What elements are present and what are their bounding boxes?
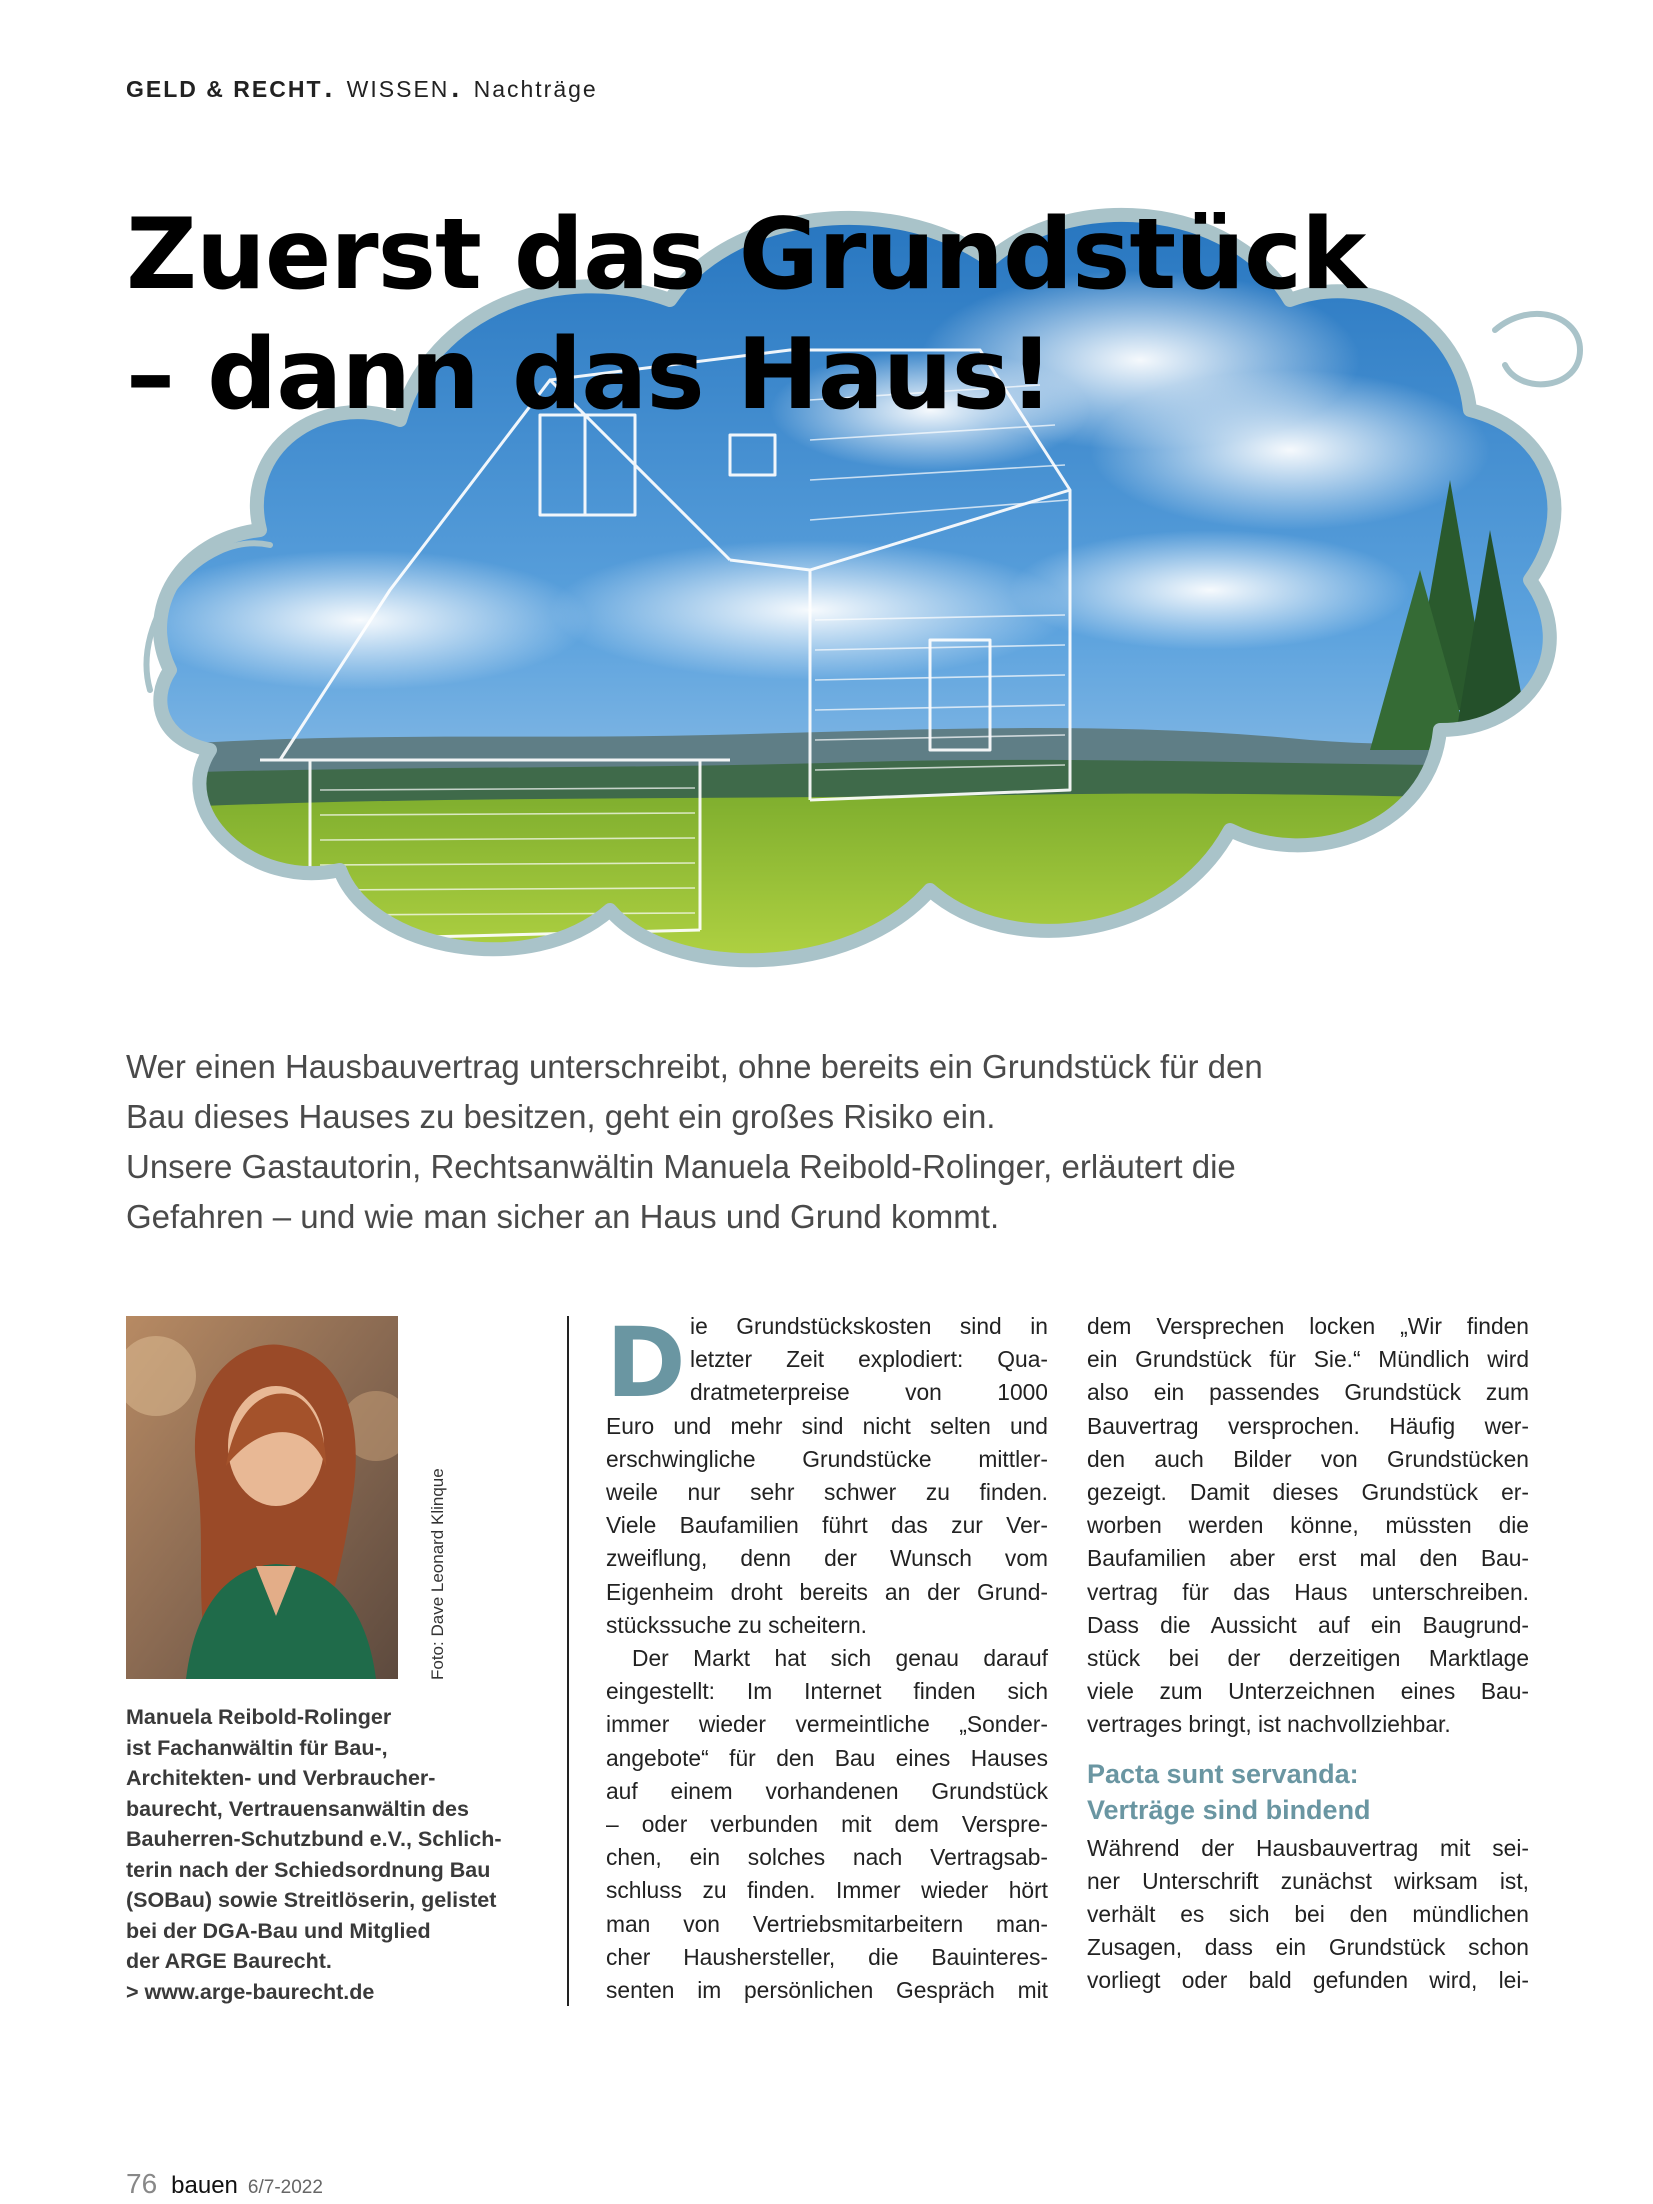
body-line: also ein passendes Grundstück zum xyxy=(1087,1379,1529,1406)
author-bio xyxy=(126,1702,546,2007)
bio-link[interactable]: > www.arge-baurecht.de xyxy=(126,1979,375,2004)
body-line: ein Grundstück für Sie.“ Mündlich wird xyxy=(1087,1346,1529,1373)
kicker-separator: . xyxy=(451,72,462,103)
body-line: gezeigt. Damit dieses Grundstück er- xyxy=(1087,1479,1529,1506)
bio-line: (SOBau) sowie Streitlöserin, gelistet xyxy=(126,1888,497,1912)
kicker-separator: . xyxy=(324,72,335,103)
article-headline xyxy=(126,195,1365,435)
intro-line: Bau dieses Hauses zu besitzen, geht ein großes Risiko ein. xyxy=(126,1098,996,1135)
body-line: immer wieder vermeintliche „Sonder- xyxy=(606,1711,1048,1738)
body-line: vertrag für das Haus unterschreiben. xyxy=(1087,1578,1529,1605)
headline-line: – dann das Haus! xyxy=(126,318,1053,432)
body-line: eingestellt: Im Internet finden sich xyxy=(606,1678,1048,1705)
body-line: ner Unterschrift zunächst wirksam ist, xyxy=(1087,1867,1529,1894)
body-line: viele zum Unterzeichnen eines Bau- xyxy=(1087,1678,1529,1705)
body-line: Euro und mehr sind nicht selten und xyxy=(606,1412,1048,1439)
bio-line: ist Fachanwältin für Bau-, xyxy=(126,1735,388,1760)
photo-credit: Foto: Dave Leonard Klinque xyxy=(428,1468,447,1680)
intro-line: Gefahren – und wie man sicher an Haus und Grund kommt. xyxy=(126,1198,1000,1235)
body-line: ie Grundstückskosten sind in xyxy=(690,1313,1048,1339)
page-number: 76 xyxy=(126,2168,158,2199)
column-divider xyxy=(567,1316,569,2006)
magazine-name: bauen xyxy=(171,2172,238,2199)
body-line: verhält es sich bei den mündlichen xyxy=(1087,1901,1529,1928)
bio-line: baurecht, Vertrauensanwältin des xyxy=(126,1796,469,1821)
body-line: angebote“ für den Bau eines Hauses xyxy=(606,1744,1048,1771)
intro-line: Unsere Gastautorin, Rechtsanwältin Manuela Reibold-Rolinger, erläutert die xyxy=(126,1148,1236,1185)
body-line: Viele Baufamilien führt das zur Ver- xyxy=(606,1512,1048,1539)
headline-line: Zuerst das Grundstück xyxy=(126,198,1366,312)
intro-line: Wer einen Hausbauvertrag unterschreibt, ohne bereits ein Grundstück für den xyxy=(126,1048,1263,1085)
body-line: vorliegt oder bald gefunden wird, lei- xyxy=(1087,1967,1529,1994)
body-line: vertrages bringt, ist nachvollziehbar. xyxy=(1087,1711,1451,1738)
subheading-line: Pacta sunt servanda: xyxy=(1087,1758,1359,1789)
bio-line: Manuela Reibold-Rolinger xyxy=(126,1705,392,1729)
body-line: stück bei der derzeitigen Marktlage xyxy=(1087,1645,1529,1672)
body-line: Während der Hausbauvertrag mit sei- xyxy=(1087,1834,1529,1861)
bio-line: der ARGE Baurecht. xyxy=(126,1949,332,1973)
body-line: senten im persönlichen Gespräch mit xyxy=(606,1977,1048,2004)
body-line: letzter Zeit explodiert: Qua- xyxy=(690,1346,1048,1373)
body-line: worben werden könne, müssten die xyxy=(1087,1512,1529,1539)
body-line: cher Haushersteller, die Bauinteres- xyxy=(606,1943,1048,1970)
issue-number: 6/7-2022 xyxy=(247,2177,323,2198)
body-line: Dass die Aussicht auf ein Baugrund- xyxy=(1087,1611,1529,1638)
kicker-subsection: WISSEN xyxy=(346,76,450,102)
body-line: den auch Bilder von Grundstücken xyxy=(1087,1445,1529,1472)
kicker-section: GELD & RECHT xyxy=(126,76,323,102)
kicker-topic: Nachträge xyxy=(473,76,598,102)
body-line: weile nur sehr schwer zu finden. xyxy=(606,1479,1048,1506)
body-line: Bauvertrag versprochen. Häufig wer- xyxy=(1087,1412,1529,1439)
body-line: dratmeterpreise von 1000 xyxy=(690,1379,1048,1406)
section-kicker xyxy=(126,72,598,104)
drop-cap: D xyxy=(606,1307,686,1419)
body-line: man von Vertriebsmitarbeitern man- xyxy=(606,1910,1048,1937)
body-line: Baufamilien aber erst mal den Bau- xyxy=(1087,1545,1529,1572)
body-line: – oder verbunden mit dem Verspre- xyxy=(606,1811,1048,1838)
article-subheading xyxy=(1087,1756,1529,1828)
body-line: zweiflung, denn der Wunsch vom xyxy=(606,1545,1048,1572)
body-line: Zusagen, dass ein Grundstück schon xyxy=(1087,1934,1529,1961)
subheading-line: Verträge sind bindend xyxy=(1087,1794,1371,1825)
article-column-2 xyxy=(1087,1310,1529,1998)
page-footer xyxy=(126,2168,323,2200)
bio-line: Architekten- und Verbraucher- xyxy=(126,1766,436,1790)
body-line: stückssuche zu scheitern. xyxy=(606,1611,868,1638)
bio-line: terin nach der Schiedsordnung Bau xyxy=(126,1857,491,1882)
body-line: schluss zu finden. Immer wieder hört xyxy=(606,1877,1048,1904)
body-line: chen, ein solches nach Vertragsab- xyxy=(606,1844,1048,1871)
body-line: auf einem vorhandenen Grundstück xyxy=(606,1777,1048,1804)
article-column-1 xyxy=(606,1307,1048,2007)
body-line: erschwingliche Grundstücke mittler- xyxy=(606,1445,1048,1472)
bio-line: Bauherren-Schutzbund e.V., Schlich- xyxy=(126,1827,502,1851)
body-line: dem Versprechen locken „Wir finden xyxy=(1087,1313,1529,1339)
author-portrait xyxy=(126,1316,398,1679)
body-line: Eigenheim droht bereits an der Grund- xyxy=(606,1578,1048,1605)
bio-line: bei der DGA-Bau und Mitglied xyxy=(126,1918,431,1943)
body-line: Der Markt hat sich genau darauf xyxy=(632,1645,1048,1672)
article-intro xyxy=(126,1042,1546,1242)
